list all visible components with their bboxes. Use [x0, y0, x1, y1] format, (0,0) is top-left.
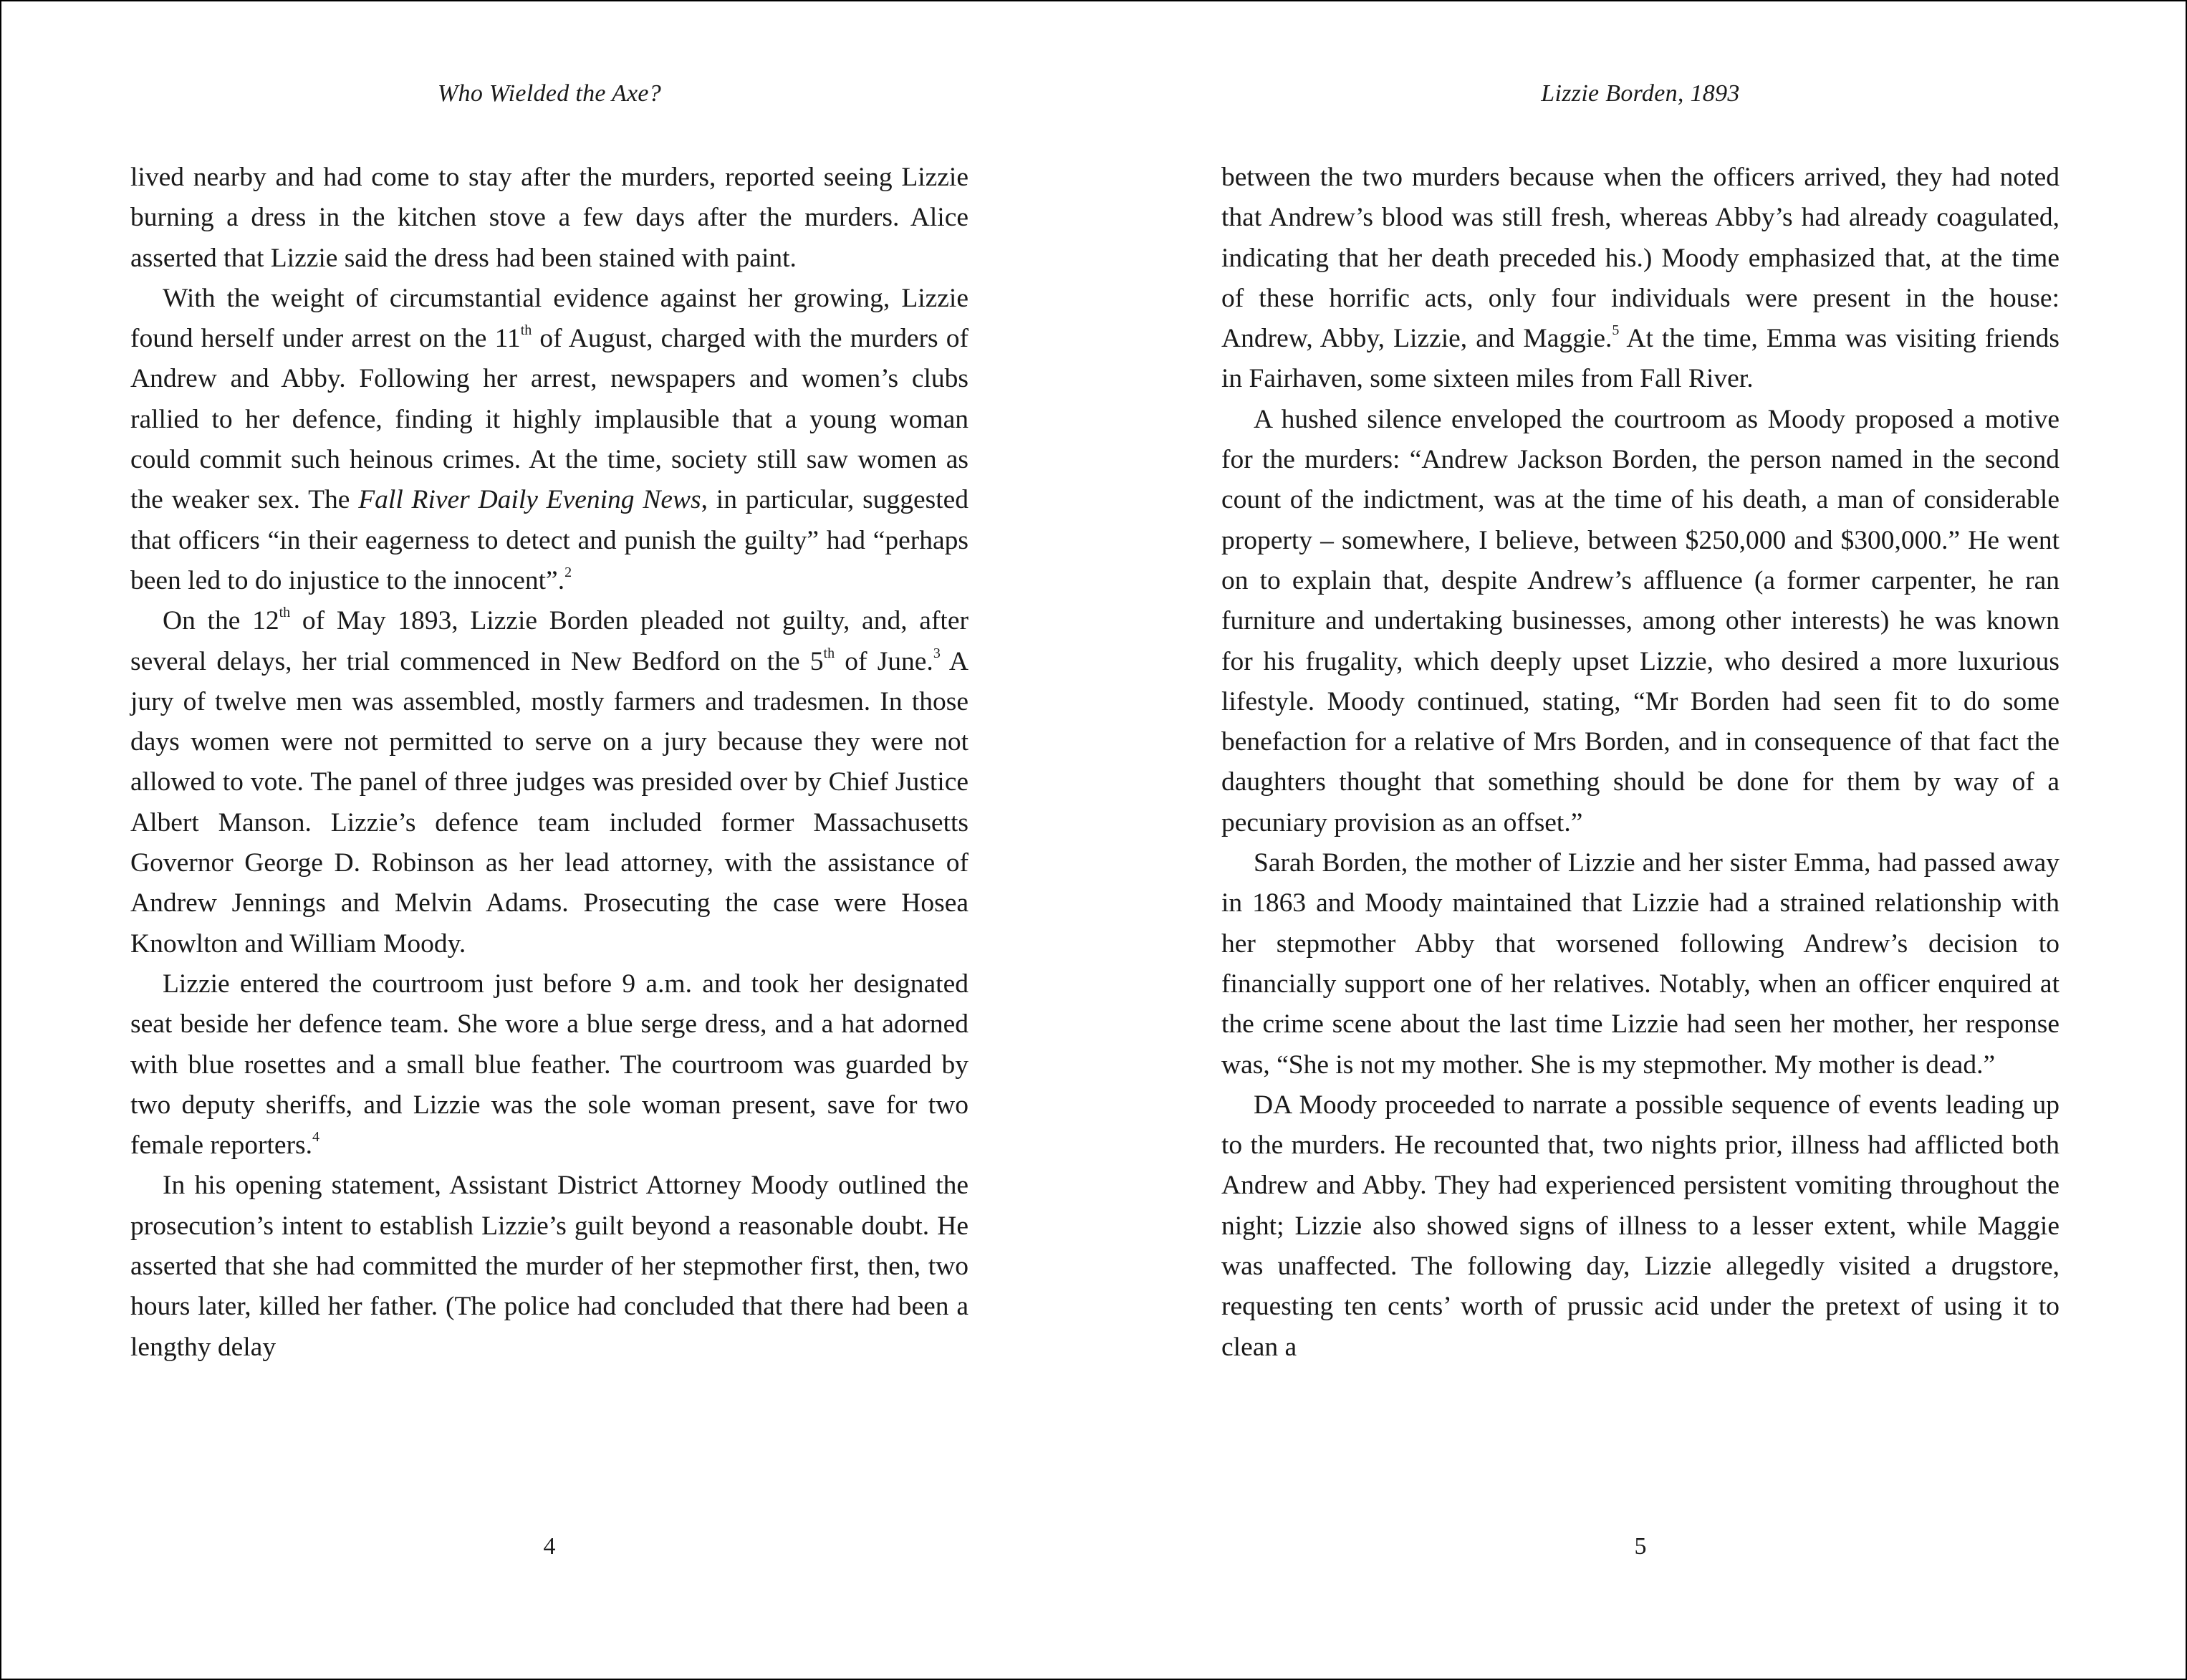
right-page [1221, 1, 2059, 1679]
newspaper-title: Fall River Daily Evening News [358, 485, 701, 515]
paragraph [130, 1166, 968, 1367]
paragraph-text: , in particular, suggested that officers “in their eagerness to detect and punish the guilty” had “perhaps been led to do injustice to the innocent”. [130, 485, 969, 595]
paragraph [1221, 400, 2059, 843]
paragraph-text: DA Moody proceeded to narrate a possible sequence of events leading up to the murders. He recounted that, two nights prior, illness had afflicted both Andrew and Abby. They had experienced persistent vomiting throughout the night; Lizzie also showed signs of illness to a lesser extent, while Maggie was unaffected. The following day, Lizzie allegedly visited a drugstore, requesting ten cents’ worth of prussic acid under the pretext of using it to clean a [1221, 1090, 2059, 1362]
paragraph-text: Sarah Borden, the mother of Lizzie and her sister Emma, had passed away in 1863 and Moody maintained that Lizzie had a strained relationship with her stepmother Abby that worsened following Andrew’s decision to financially support one of her relatives. Notably, when an officer enquired at the crime scene about the last time Lizzie had seen her mother, her response was, “She is not my mother. She is my stepmother. My mother is dead.” [1221, 848, 2059, 1080]
paragraph-text: In his opening statement, Assistant District Attorney Moody outlined the prosecution’s intent to establish Lizzie’s guilt beyond a reasonable doubt. He asserted that she had committed the murder of her stepmother first, then, two hours later, killed her father. (The police had concluded that there had been a lengthy delay [130, 1171, 968, 1362]
left-page [130, 1, 968, 1679]
footnote-marker: 2 [564, 564, 572, 580]
paragraph-text: between the two murders because when the officers arrived, they had noted that Andrew’s blood was still fresh, whereas Abby’s had already coagulated, indicating that her death preceded his.) Moody emphasized that, at the time of these horrific acts, only four individuals were present in the house: Andrew, Abby, Lizzie, and Maggie. [1221, 163, 2059, 354]
paragraph-text: At the time, Emma was visiting friends in Fairhaven, some sixteen miles from Fall River. [1221, 324, 2059, 394]
running-head-right: Lizzie Borden, 1893 [1541, 80, 1740, 107]
page-number-left: 4 [543, 1533, 556, 1560]
ordinal-suffix: th [823, 645, 835, 661]
paragraph-text: lived nearby and had come to stay after the murders, reported seeing Lizzie burning a dress in the kitchen stove a few days after the murders. Alice asserted that Lizzie said the dress had been stained with paint. [130, 163, 968, 273]
ordinal-suffix: th [279, 605, 291, 621]
page-number-right: 5 [1634, 1533, 1647, 1560]
paragraph-text: On the 12 [163, 606, 279, 636]
paragraph-text: Lizzie entered the courtroom just before 9 a.m. and took her designated seat beside her defence team. She wore a blue serge dress, and a hat adorned with blue rosettes and a small blue feather. The courtroom was guarded by two deputy sheriffs, and Lizzie was the sole woman present, save for two female reporters. [130, 969, 968, 1161]
paragraph [130, 964, 968, 1166]
footnote-marker: 4 [312, 1129, 320, 1146]
paragraph [1221, 1085, 2059, 1368]
paragraph-text: A hushed silence enveloped the courtroom as Moody proposed a motive for the murders: “Andrew Jackson Borden, the person named in the second count of the indictment, was at the time of his death, a man of considerable property – somewhere, I believe, between $250,000 and $300,000.” He went on to explain that, despite Andrew’s affluence (a former carpenter, he ran furniture and undertaking businesses, among other interests) he was known for his frugality, which deeply upset Lizzie, who desired a more luxurious lifestyle. Moody continued, stating, “Mr Borden had seen fit to do some benefaction for a relative of Mrs Borden, and in consequence of that fact the daughters thought that something should be done for them by way of a pecuniary provision as an offset.” [1221, 404, 2059, 837]
paragraph [1221, 843, 2059, 1085]
right-page-body [1221, 158, 2059, 1368]
paragraph [130, 279, 968, 601]
paragraph [130, 601, 968, 964]
paragraph-text: of August, charged with the murders of Andrew and Abby. Following her arrest, newspapers and women’s clubs rallied to her defence, finding it highly implausible that a young woman could commit such heinous crimes. At the time, society still saw women as the weaker sex. The [130, 324, 968, 515]
paragraph-text: of June. [835, 646, 933, 676]
paragraph-text: With the weight of circumstantial evidence against her growing, Lizzie found herself under arrest on the 11 [130, 283, 968, 354]
ordinal-suffix: th [520, 322, 532, 339]
paragraph-text: A jury of twelve men was assembled, mostly farmers and tradesmen. In those days women were not permitted to serve on a jury because they were not allowed to vote. The panel of three judges was presided over by Chief Justice Albert Manson. Lizzie’s defence team included former Massachusetts Governor George D. Robinson as her lead attorney, with the assistance of Andrew Jennings and Melvin Adams. Prosecuting the case were Hosea Knowlton and William Moody. [130, 646, 969, 959]
footnote-marker: 5 [1612, 322, 1620, 339]
footnote-marker: 3 [933, 645, 941, 661]
paragraph [1221, 158, 2059, 400]
left-page-body [130, 158, 968, 1368]
paragraph [130, 158, 968, 279]
running-head-left: Who Wielded the Axe? [437, 80, 662, 107]
paragraph-text: of May 1893, Lizzie Borden pleaded not guilty, and, after several delays, her trial commenced in New Bedford on the 5 [130, 606, 968, 676]
